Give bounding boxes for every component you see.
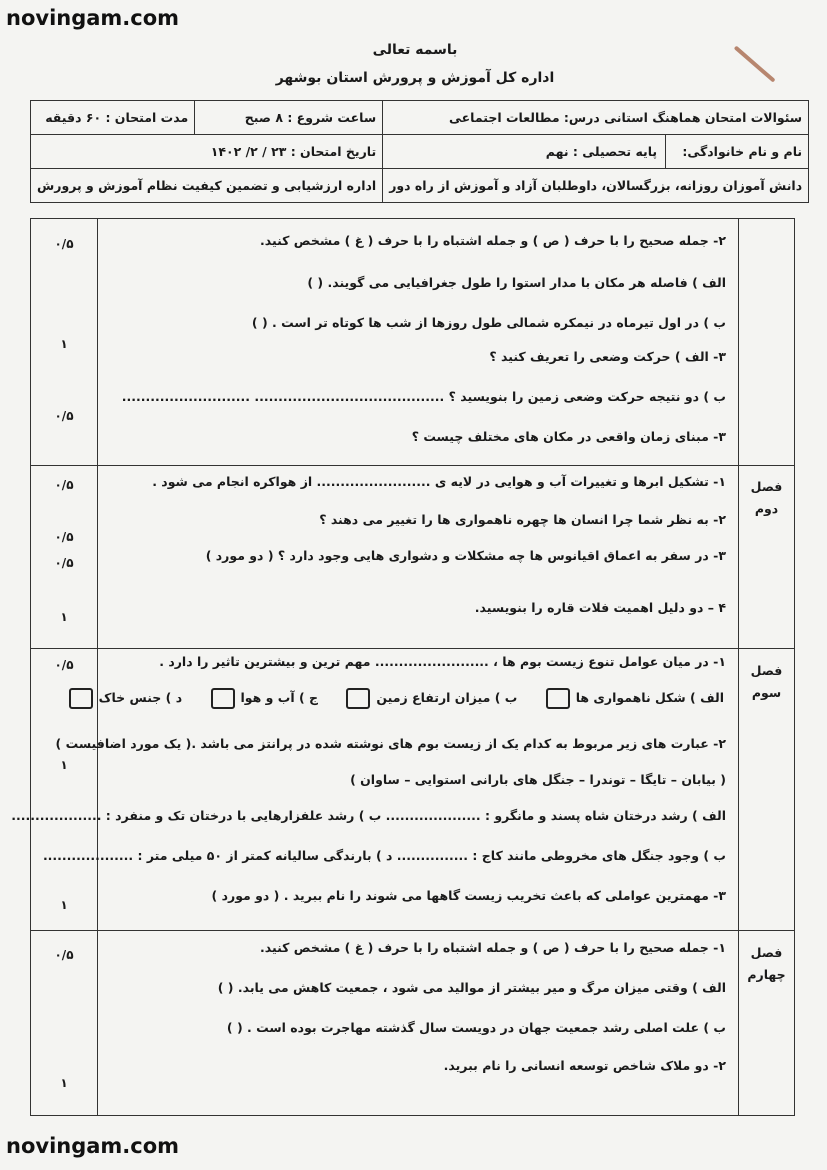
score: ۱ bbox=[60, 758, 68, 772]
office-info: اداره ارزشیابی و تضمین کیفیت نظام آموزش و پرورش bbox=[31, 169, 383, 203]
checkbox[interactable] bbox=[346, 688, 370, 709]
watermark-top: novingam.com bbox=[6, 6, 180, 30]
header-line1: باسمه تعالی bbox=[372, 42, 458, 58]
name-label: نام و نام خانوادگی: bbox=[665, 135, 808, 168]
score: ۱ bbox=[60, 1076, 68, 1090]
question: ( بیابان – تایگا – توندرا – جنگل های بارانی استوایی – ساوان ) bbox=[350, 772, 726, 787]
section-4 bbox=[30, 930, 795, 1116]
section-label-4: فصل چهارم bbox=[738, 930, 794, 1115]
checkbox[interactable] bbox=[69, 688, 93, 709]
grade: پایه تحصیلی : نهم bbox=[545, 144, 658, 159]
question: ب ) در اول تیرماه در نیمکره شمالی طول روزها از شب ها کوتاه تر است . ( ) bbox=[251, 315, 726, 330]
duration: مدت امتحان : ۶۰ دقیقه bbox=[31, 101, 195, 135]
section-label-3: فصل سوم bbox=[738, 648, 794, 930]
exam-title: سئوالات امتحان هماهنگ استانی درس: مطالعات اجتماعی bbox=[383, 101, 809, 135]
section-1 bbox=[30, 218, 795, 466]
question: الف ) وقتی میزان مرگ و میر بیشتر از موالید می شود ، جمعیت کاهش می یابد. ( ) bbox=[217, 980, 726, 995]
section-label-2: فصل دوم bbox=[738, 464, 794, 648]
section-label-1 bbox=[738, 219, 794, 465]
question: ب ) علت اصلی رشد جمعیت جهان در دویست سال گذشته مهاجرت بوده است . ( ) bbox=[226, 1020, 726, 1035]
score: ۰/۵ bbox=[54, 658, 74, 672]
header-line2: اداره کل آموزش و پرورش استان بوشهر bbox=[275, 70, 555, 86]
question: ب ) دو نتیجه حرکت وضعی زمین را بنویسید ؟ ........................................ ........................... bbox=[121, 389, 726, 404]
section-2 bbox=[30, 464, 795, 649]
question: ۴ – دو دلیل اهمیت فلات قاره را بنویسید. bbox=[474, 600, 726, 615]
section-3 bbox=[11, 648, 795, 931]
question: ب ) وجود جنگل های مخروطی مانند کاج : ............... د ) بارندگی سالیانه کمتر از ۵۰ میلی متر : ................... bbox=[42, 848, 726, 863]
question: ۲- به نظر شما چرا انسان ها چهره ناهمواری ها را تغییر می دهند ؟ bbox=[319, 512, 726, 527]
score: ۱ bbox=[60, 898, 68, 912]
option-landforms: الف ) شکل ناهمواری ها bbox=[540, 690, 724, 705]
question: ۳- در سفر به اعماق اقیانوس ها چه مشکلات و دشواری هایی وجود دارد ؟ ( دو مورد ) bbox=[205, 548, 726, 563]
option-soil: د ) جنس خاک bbox=[63, 690, 182, 705]
watermark-bottom: novingam.com bbox=[6, 1134, 180, 1158]
question: الف ) فاصله هر مکان با مدار استوا را طول جغرافیایی می گویند. ( ) bbox=[307, 275, 726, 290]
question: الف ) رشد درختان شاه پسند و مانگرو : .................... ب ) رشد علفزارهایی با درختان تک و منفرد : ................... bbox=[11, 808, 726, 823]
score: ۱ bbox=[60, 337, 68, 351]
info-table bbox=[30, 100, 809, 203]
students-info: دانش آموزان روزانه، بزرگسالان، داوطلبان آزاد و آموزش از راه دور bbox=[383, 169, 809, 203]
score: ۰/۵ bbox=[54, 556, 74, 570]
option-climate: ج ) آب و هوا bbox=[205, 690, 319, 705]
question: ۱- تشکیل ابرها و تغییرات آب و هوایی در لایه ی ........................ از هواکره انجام می شود . bbox=[152, 474, 726, 489]
question: ۱- در میان عوامل تنوع زیست بوم ها ، ........................ مهم ترین و بیشترین تاثیر را دارد . bbox=[159, 654, 726, 669]
score: ۰/۵ bbox=[54, 409, 74, 423]
checkbox[interactable] bbox=[211, 688, 235, 709]
score: ۰/۵ bbox=[54, 530, 74, 544]
name-field bbox=[383, 135, 809, 169]
checkbox[interactable] bbox=[546, 688, 570, 709]
question: ۳- الف ) حرکت وضعی را تعریف کنید ؟ bbox=[489, 349, 726, 364]
pen-stroke bbox=[734, 45, 776, 82]
exam-date: تاریخ امتحان : ۲۳ / ۲/ ۱۴۰۲ bbox=[31, 135, 383, 169]
start-time: ساعت شروع : ۸ صبح bbox=[195, 101, 383, 135]
score: ۰/۵ bbox=[54, 948, 74, 962]
option-elevation: ب ) میزان ارتفاع زمین bbox=[340, 690, 517, 705]
question: ۲- دو ملاک شاخص توسعه انسانی را نام ببرید. bbox=[443, 1058, 726, 1073]
score: ۱ bbox=[60, 610, 68, 624]
score: ۰/۵ bbox=[54, 237, 74, 251]
question: ۲- عبارت های زیر مربوط به کدام یک از زیست بوم های نوشته شده در پرانتز می باشد .( یک مورد اضافیست ) bbox=[55, 736, 726, 751]
question: ۱- جمله صحیح را با حرف ( ص ) و جمله اشتباه را با حرف ( غ ) مشخص کنید. bbox=[260, 940, 726, 955]
score: ۰/۵ bbox=[54, 478, 74, 492]
question: ۳- مبنای زمان واقعی در مکان های مختلف چیست ؟ bbox=[411, 429, 726, 444]
options-row bbox=[45, 688, 724, 709]
question: ۲- جمله صحیح را با حرف ( ص ) و جمله اشتباه را با حرف ( غ ) مشخص کنید. bbox=[260, 233, 726, 248]
question: ۳- مهمترین عواملی که باعث تخریب زیست گاهها می شوند را نام ببرید . ( دو مورد ) bbox=[211, 888, 726, 903]
